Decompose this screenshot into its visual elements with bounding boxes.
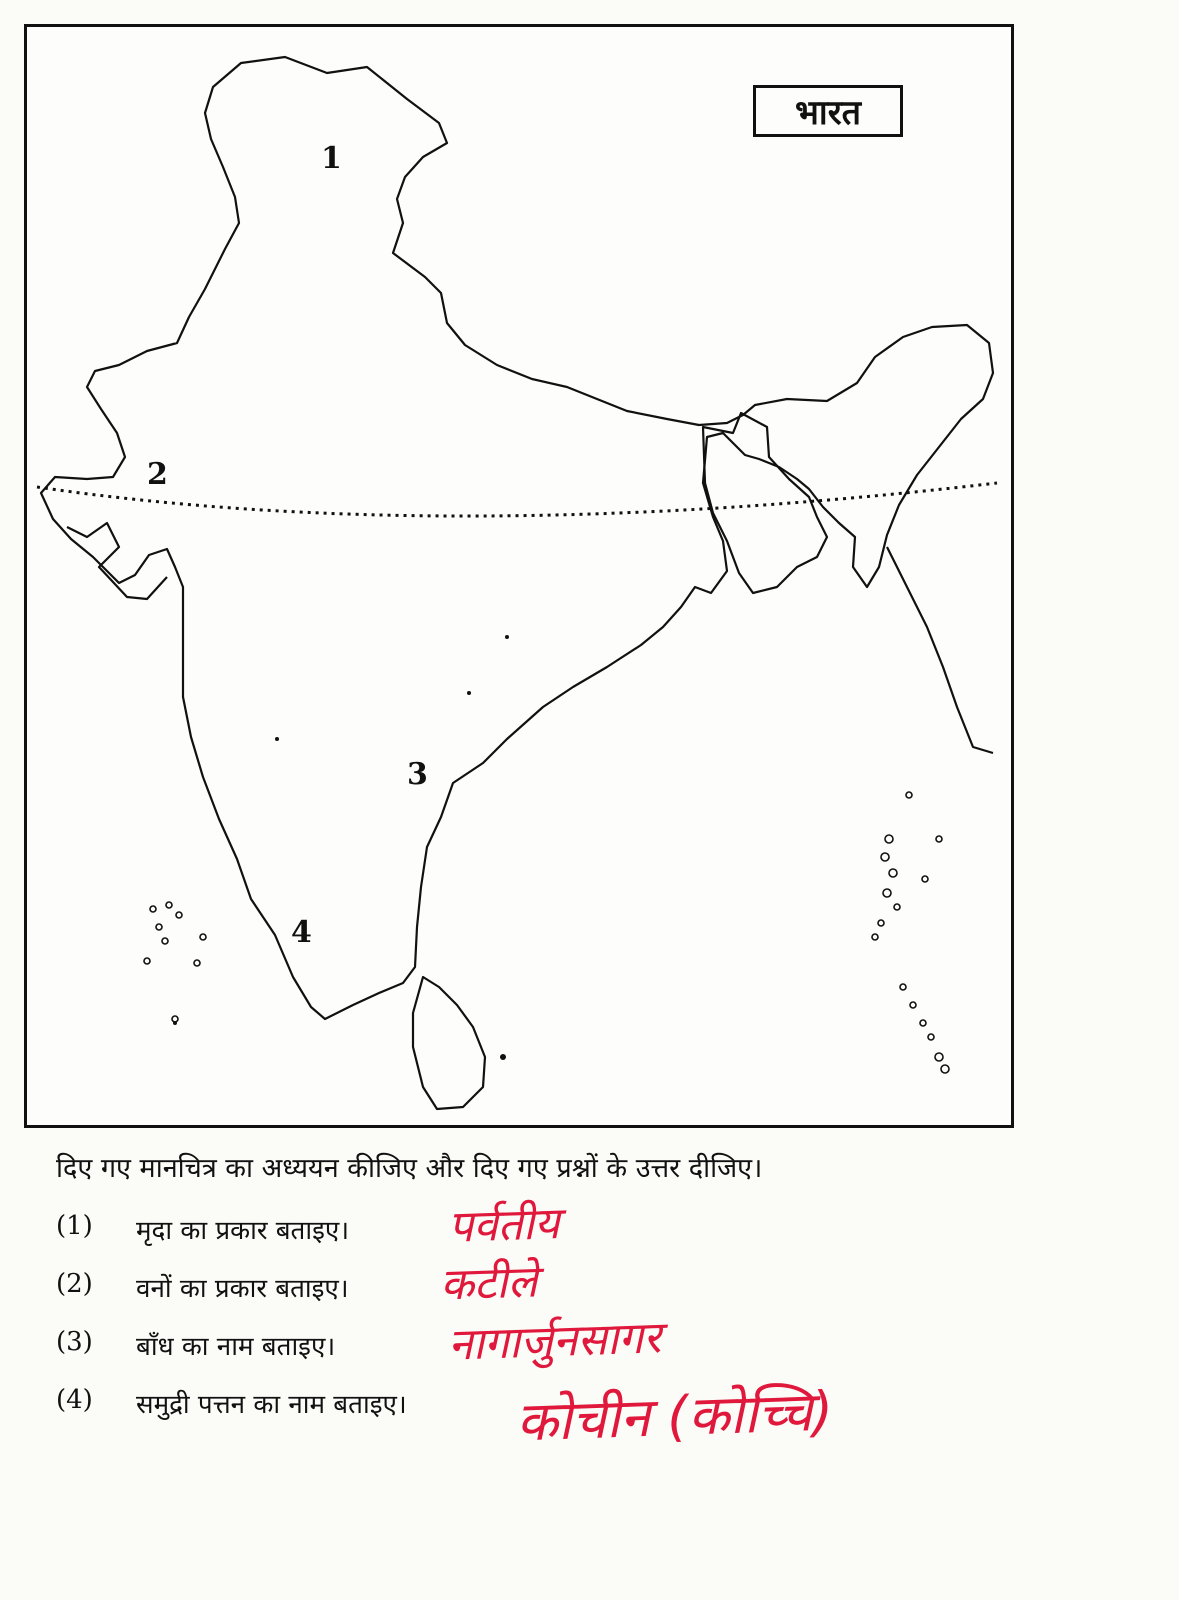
gujarat-coast (67, 523, 167, 599)
question-number: (3) (56, 1327, 93, 1357)
handwritten-answer: पर्वतीय (447, 1198, 561, 1253)
handwritten-answer: कोचीन (कोच्चि) (515, 1379, 835, 1454)
question-number: (2) (56, 1269, 93, 1299)
handwritten-answer: नागार्जुनसागर (447, 1312, 662, 1371)
map-label-4: 4 (291, 915, 312, 950)
instruction-text: दिए गए मानचित्र का अध्ययन कीजिए और दिए गए प्रश्नों के उत्तर दीजिए। (56, 1153, 763, 1184)
india-border (41, 57, 993, 1019)
sri-lanka (413, 977, 485, 1109)
lakshadweep-islands (144, 902, 206, 1022)
bangladesh-border (703, 413, 827, 593)
map-outline (27, 27, 1014, 1128)
question-item (56, 1198, 1156, 1265)
andaman-nicobar-islands (872, 792, 949, 1073)
question-number: (4) (56, 1385, 93, 1415)
question-item (56, 1312, 1156, 1381)
question-text: मृदा का प्रकार बताइए। (136, 1216, 350, 1246)
india-map (24, 24, 1014, 1128)
question-text: बाँध का नाम बताइए। (136, 1332, 336, 1362)
handwritten-answer: कटीले (439, 1256, 539, 1311)
map-label-2: 2 (147, 457, 168, 492)
map-dots (173, 635, 509, 1060)
question-number: (1) (56, 1211, 93, 1241)
question-section (56, 1148, 1156, 1454)
map-label-1: 1 (321, 141, 342, 176)
map-label-3: 3 (407, 757, 428, 792)
tropic-of-cancer (37, 483, 997, 516)
question-item (56, 1379, 1156, 1454)
map-title: भारत (753, 85, 903, 137)
question-text: वनों का प्रकार बताइए। (136, 1274, 349, 1304)
question-text: समुद्री पत्तन का नाम बताइए। (136, 1390, 407, 1420)
myanmar-coast (887, 547, 993, 753)
